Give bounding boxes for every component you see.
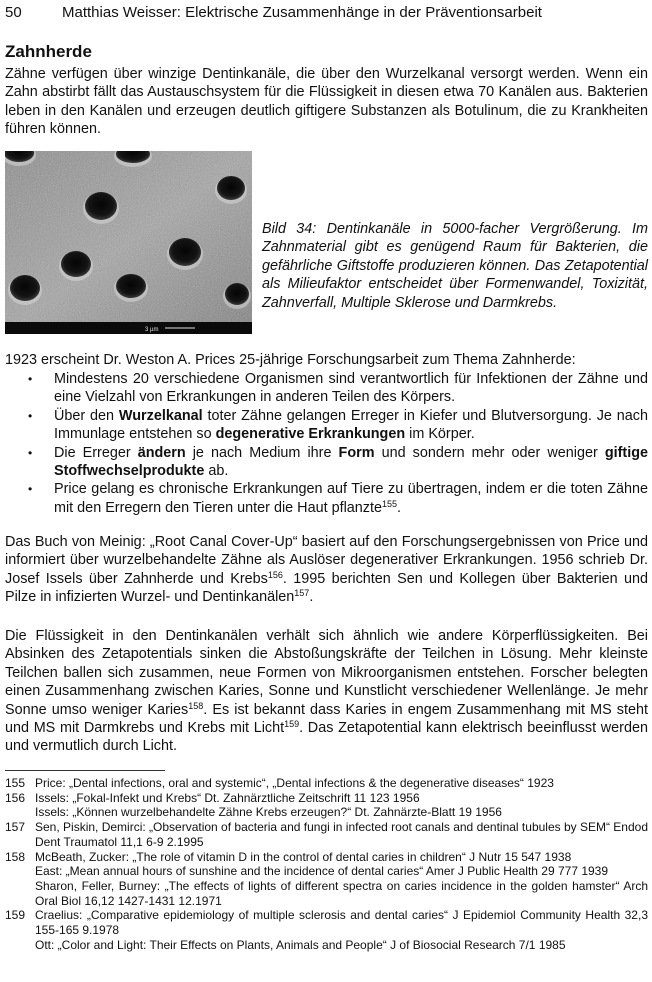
footnote-number: 159 [5,908,26,923]
findings-list [5,370,648,517]
bullet-icon: • [28,445,33,460]
bullet-icon: • [28,482,33,497]
footnote: 158 McBeath, Zucker: „The role of vitamin D in the control of dental caries in children“ J Nutr 15 547 1938 East: „Mean annual hours of sunshine and the incidence of dental caries“ Amer J Public Health 29 777 1939 Sharon, Feller, Burney: „The effects of lights of different spectra on caries incidence in the golden hamster“ Arch Oral Biol 16,12 1427-1431 12.1971 [5,849,648,908]
figure [5,151,648,334]
dentin-tubules-micrograph [5,151,252,334]
list-item: • Über den Wurzelkanal toter Zähne gelangen Erreger in Kiefer und Blutversorgung. Je nach Immunlage entstehen so degenerative Erkrankungen im Körper. [28,407,648,443]
bullet-icon: • [28,408,33,423]
page-number: 50 [5,4,22,21]
figure-caption: Bild 34: Dentinkanäle in 5000-facher Vergrößerung. Im Zahnmaterial gibt es genügend Raum für Bakterien, die gefährliche Giftstoffe produzieren können. Das Zetapotential als Milieufaktor entscheidet über Formenwandel, Toxizität, Zahnverfall, Multiple Sklerose und Darmkrebs. [262,221,648,311]
footnotes [5,776,648,952]
footnote: 159 Craelius: „Comparative epidemiology of multiple sclerosis and dental caries“ J Epidemiol Community Health 32,3 155-165 9.1978 Ott: „Color and Light: Their Effects on Plants, Animals and People“ J of Biosocial Research 7/1 1985 [5,908,648,952]
list-item: • Price gelang es chronische Erkrankungen auf Tiere zu übertragen, indem er die toten Zähne mit den Erregern den Tieren unter die Haut pflanzte$^{155}$. [28,481,648,516]
footnote-ref: 157 [294,588,310,599]
paragraph-zetapotential: Die Flüssigkeit in den Dentinkanälen verhält sich ähnlich wie andere Körperflüssigkeiten. Bei Absinken des Zetapotentials sinken die Abstoßungskräfte der Teilchen in Lösung. Mehr kleinste Teilchen ballen sich zusammen, neue Formen von Mikroorganismen entstehen. Forscher belegten einen Zusammenhang zwischen Karies, Sonne und Kunstlicht verschiedener Wellenlänge. Je mehr Sonne umso weniger Karies$^{158}$. Es ist bekannt dass Karies in engem Zusammenhang mit MS steht und MS mit Darmkrebs und Krebs mit Licht$^{159}$. Das Zetapotential kann elektrisch beeinflusst werden und vermutlich durch Licht. [5,628,649,755]
paragraph-meinig: Das Buch von Meinig: „Root Canal Cover-Up“ basiert auf den Forschungsergebnissen von Price und informiert über wurzelbehandelte Zähne als Auslöser degenerativer Erkrankungen. 1956 schrieb Dr. Josef Issels über Zahnherde und Krebs$^{156}$. 1995 berichten Sen und Kollegen über Bakterien und Pilze in infizierten Wurzel- und Dentinkanälen$^{157}$. [5,534,648,606]
footnote: 155 Price: „Dental infections, oral and systemic“, „Dental infections & the degenerative diseases“ 1923 [5,776,554,790]
section-title: Zahnherde [5,42,92,61]
footnote-ref: 158 [188,700,204,711]
scale-bar-label: 3 µm [145,327,159,333]
footnote-divider [5,770,165,771]
running-header [5,4,542,21]
running-title: Matthias Weisser: Elektrische Zusammenhänge in der Präventionsarbeit [62,4,542,21]
footnote-ref: 155 [381,498,398,509]
footnote-ref: 156 [267,569,283,580]
footnote-number: 156 [5,790,26,805]
footnote: 156 Issels: „Fokal-Infekt und Krebs“ Dt. Zahnärztliche Zeitschrift 11 123 1956 Issels: „Können wurzelbehandelte Zähne Krebs erzeugen?“ Dt. Zahnärzte-Blatt 19 1956 [5,790,502,820]
footnote-number: 158 [5,849,26,864]
paragraph-intro: Zähne verfügen über winzige Dentinkanäle, die über den Wurzelkanal versorgt werden. Wenn ein Zahn abstirbt fällt das Austauschsystem für die Flüssigkeit in diesen etwa 70 Kanälen aus. Bakterien leben in den Kanälen und erzeugen deutlich giftigere Substanzen als Botulinum, die zu Krankheiten führen können. [5,66,648,138]
list-item: • Mindestens 20 verschiedene Organismen sind verantwortlich für Infektionen der Zähne und eine Vielzahl von Erkrankungen in anderen Teilen des Körpers. [28,371,648,406]
price-intro: 1923 erscheint Dr. Weston A. Prices 25-jährige Forschungsarbeit zum Thema Zahnherde: [5,352,576,368]
footnote: 157 Sen, Piskin, Demirci: „Observation of bacteria and fungi in infected root canals and dentinal tubules by SEM“ Endod Dent Traumatol 11,1 6-9 2.1995 [5,820,649,849]
footnote-ref: 159 [284,719,300,730]
list-item: • Die Erreger ändern je nach Medium ihre Form und sondern mehr oder weniger giftige Stoffwechselprodukte ab. [28,444,648,480]
footnote-number: 157 [5,820,26,835]
footnote-number: 155 [5,776,26,790]
bullet-icon: • [28,372,33,386]
